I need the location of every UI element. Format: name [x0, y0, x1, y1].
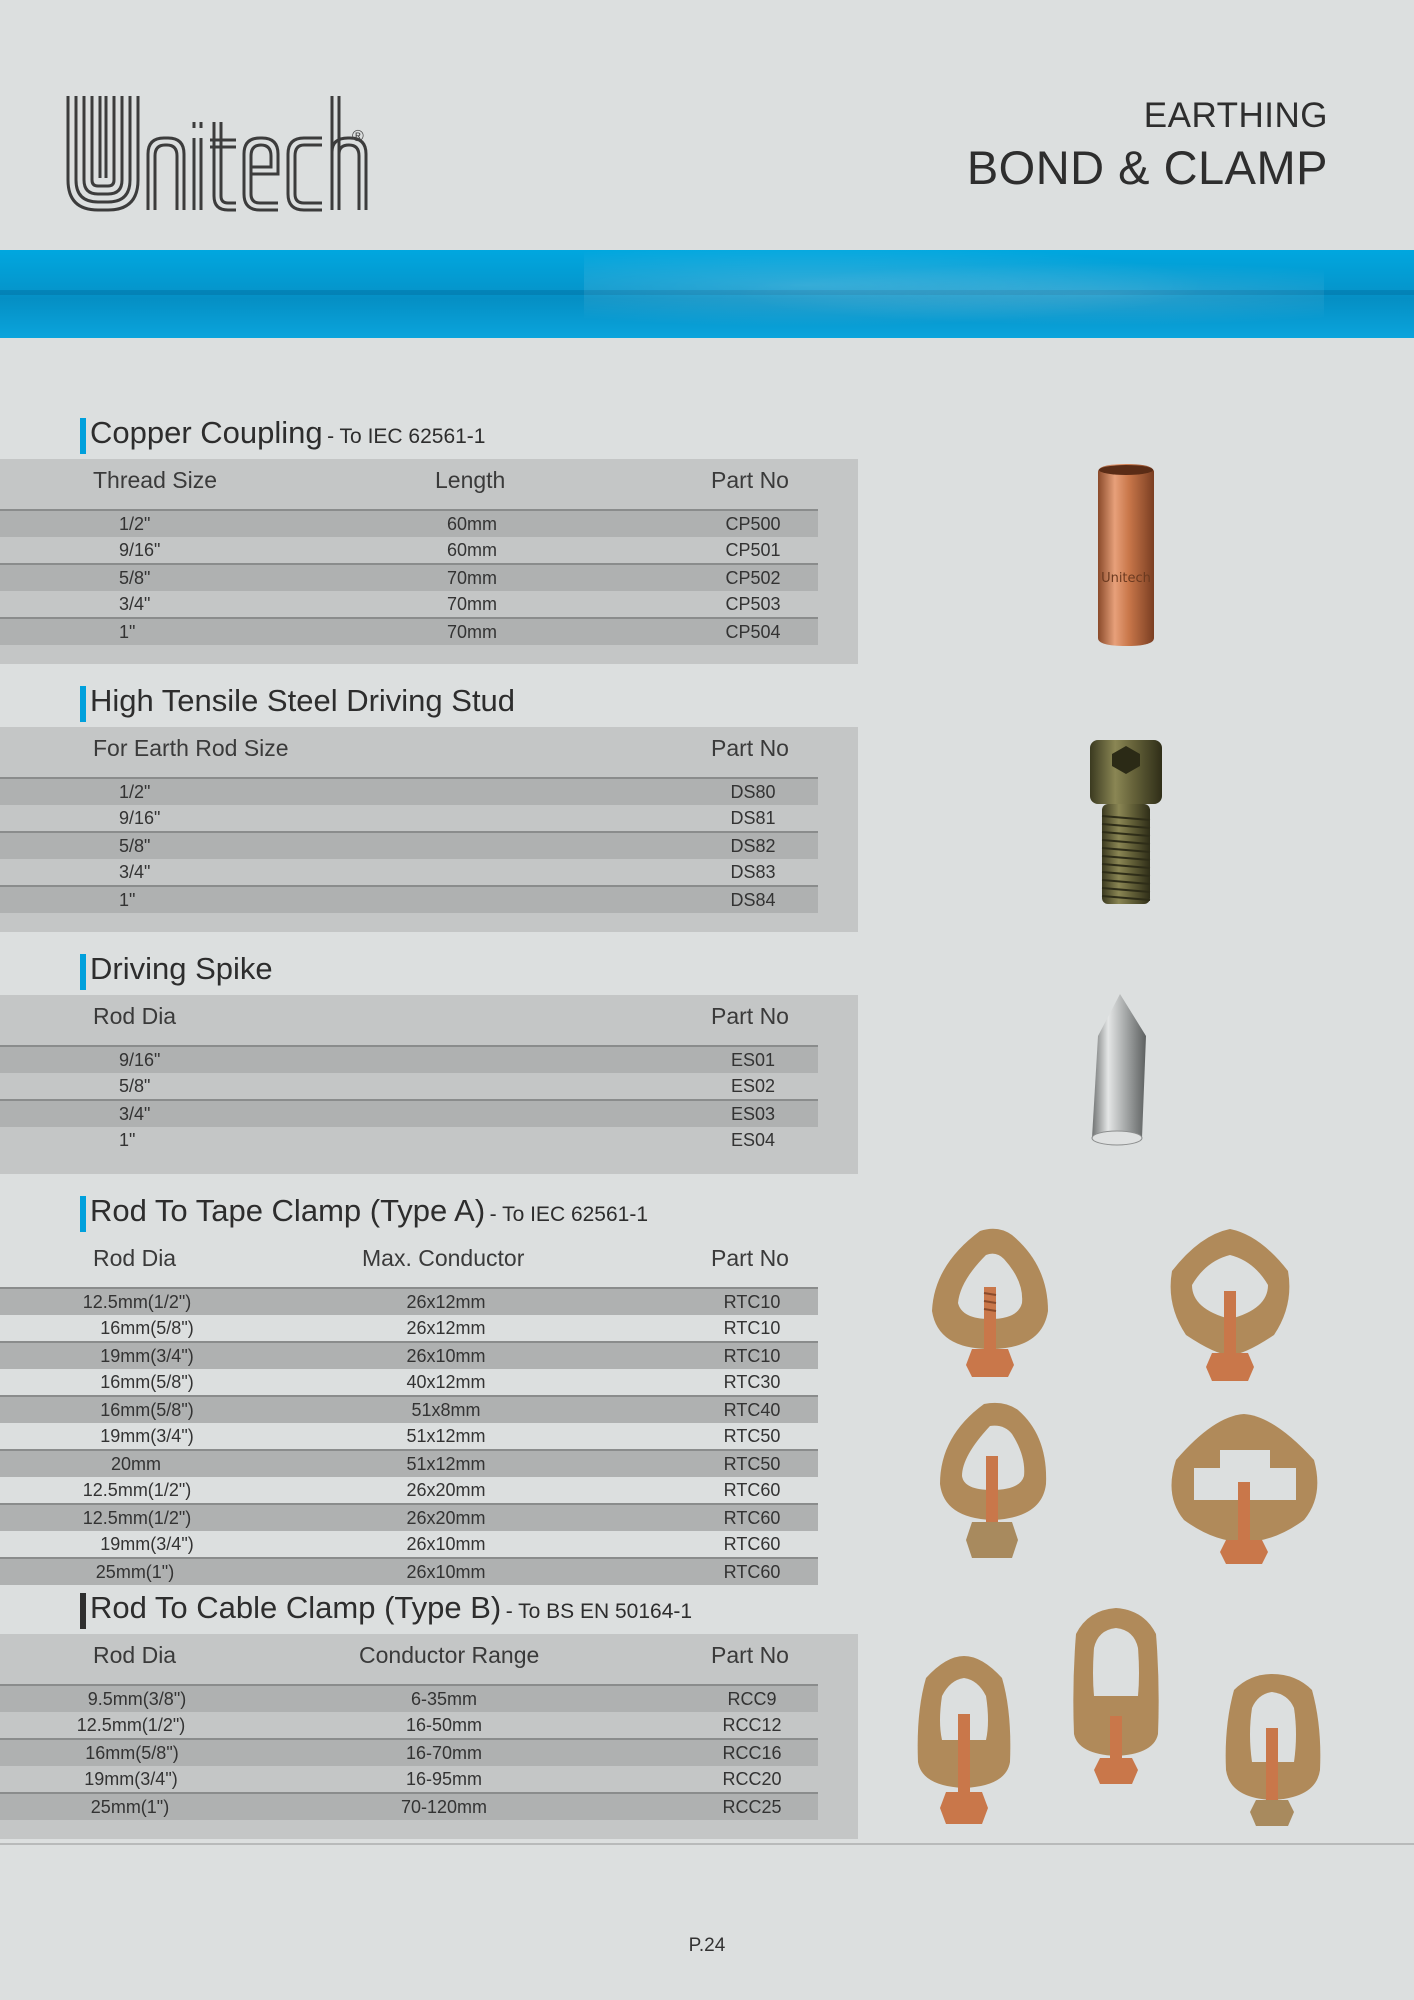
table-row — [0, 1341, 818, 1369]
table-row — [0, 777, 818, 805]
page-number: P.24 — [688, 1935, 726, 1956]
table-row — [0, 1477, 818, 1503]
table-row — [0, 1127, 818, 1153]
cell: 3/4" — [119, 594, 151, 614]
cell: DS81 — [730, 808, 776, 828]
table-row — [0, 831, 818, 859]
cell: 19mm(3/4") — [100, 1346, 194, 1366]
table-row — [0, 885, 818, 913]
cell: DS84 — [730, 890, 776, 910]
section-heading: Rod To Tape Clamp (Type A) — [90, 1193, 486, 1228]
column-header: Part No — [711, 735, 789, 761]
table-row — [0, 1395, 818, 1423]
cell: RCC12 — [722, 1715, 782, 1735]
cell: 40x12mm — [406, 1372, 486, 1392]
cell: 16mm(5/8") — [85, 1743, 179, 1763]
cell: 25mm(1") — [95, 1562, 175, 1582]
table-row — [0, 1369, 818, 1395]
cell: 19mm(3/4") — [100, 1534, 194, 1554]
cell: 26x20mm — [406, 1508, 486, 1528]
table-row — [0, 563, 818, 591]
table-row — [0, 1073, 818, 1099]
cell: RTC10 — [723, 1292, 781, 1312]
table-row — [0, 591, 818, 617]
driving-stud-image — [1086, 736, 1166, 912]
cell: 19mm(3/4") — [100, 1426, 194, 1446]
cell: RTC50 — [723, 1426, 781, 1446]
table-row — [0, 1792, 818, 1820]
section-title-driving-stud — [80, 683, 516, 722]
table-header — [0, 995, 858, 1047]
heading-title: BOND & CLAMP — [966, 141, 1328, 194]
table-header — [0, 1237, 858, 1289]
cell: RTC60 — [723, 1562, 781, 1582]
column-header: Thread Size — [93, 467, 218, 493]
rod-to-tape-clamp-table — [0, 1237, 858, 1582]
cell: 16-50mm — [405, 1715, 483, 1735]
cell: ES04 — [730, 1130, 776, 1150]
tape-clamp-image-4 — [1164, 1410, 1326, 1570]
cell: RCC9 — [727, 1689, 777, 1709]
column-header: Part No — [711, 467, 789, 493]
banner-texture — [584, 250, 1324, 338]
cell: 16-70mm — [405, 1743, 483, 1763]
section-standard: - To BS EN 50164-1 — [505, 1600, 693, 1623]
cell: 26x12mm — [406, 1292, 486, 1312]
table-row — [0, 1684, 818, 1712]
table-row — [0, 537, 818, 563]
cell: RCC25 — [722, 1797, 782, 1817]
unitech-logo — [64, 92, 374, 216]
cell: DS83 — [730, 862, 776, 882]
blue-banner — [0, 250, 1414, 338]
cell: RCC20 — [722, 1769, 782, 1789]
cell: 12.5mm(1/2") — [82, 1480, 192, 1500]
cell: 19mm(3/4") — [84, 1769, 178, 1789]
table-body — [0, 1684, 818, 1820]
section-standard: - To IEC 62561-1 — [327, 425, 486, 448]
heading-subtitle: EARTHING — [1143, 96, 1328, 135]
cell: 5/8" — [119, 1076, 151, 1096]
rod-to-cable-clamp-table — [0, 1634, 858, 1839]
table-body — [0, 509, 818, 645]
cell: RTC60 — [723, 1534, 781, 1554]
cell: CP500 — [725, 514, 781, 534]
column-header: Part No — [711, 1642, 789, 1668]
column-header: Conductor Range — [359, 1642, 540, 1668]
cell: RTC60 — [723, 1508, 781, 1528]
driving-spike-image — [1084, 990, 1164, 1148]
cell: 12.5mm(1/2") — [76, 1715, 186, 1735]
table-row — [0, 1712, 818, 1738]
cell: ES01 — [730, 1050, 776, 1070]
cell: RTC10 — [723, 1318, 781, 1338]
section-heading: Rod To Cable Clamp (Type B) — [90, 1590, 502, 1625]
column-header: Rod Dia — [93, 1245, 177, 1271]
table-row — [0, 1766, 818, 1792]
column-header: Part No — [711, 1245, 789, 1271]
table-row — [0, 1423, 818, 1449]
cell: 26x20mm — [406, 1480, 486, 1500]
table-row — [0, 1045, 818, 1073]
cell: 51x8mm — [411, 1400, 481, 1420]
cell: 70-120mm — [400, 1797, 488, 1817]
cell: DS80 — [730, 782, 776, 802]
copper-coupling-table — [0, 459, 858, 664]
table-header — [0, 1634, 858, 1686]
cell: RTC50 — [723, 1454, 781, 1474]
table-row — [0, 805, 818, 831]
table-body — [0, 777, 818, 913]
cable-clamp-image-1 — [912, 1652, 1016, 1832]
section-heading: Driving Spike — [90, 951, 273, 986]
registered-mark: ® — [352, 128, 364, 145]
cell: 16mm(5/8") — [100, 1400, 194, 1420]
cell: 16-95mm — [405, 1769, 483, 1789]
cell: 51x12mm — [406, 1454, 486, 1474]
cell: 1/2" — [119, 782, 151, 802]
cell: 26x12mm — [406, 1318, 486, 1338]
column-header: Length — [435, 467, 506, 493]
cell: 5/8" — [119, 836, 151, 856]
table-row — [0, 509, 818, 537]
table-header — [0, 459, 858, 511]
cell: CP501 — [725, 540, 781, 560]
cell: 1/2" — [119, 514, 151, 534]
cell: 70mm — [446, 568, 498, 588]
cell: 20mm — [110, 1454, 162, 1474]
footer-divider — [0, 1843, 1414, 1845]
cell: RTC40 — [723, 1400, 781, 1420]
cell: RTC60 — [723, 1480, 781, 1500]
table-header — [0, 727, 858, 779]
cell: 12.5mm(1/2") — [82, 1508, 192, 1528]
cell: 70mm — [446, 622, 498, 642]
cable-clamp-image-2 — [1068, 1604, 1164, 1790]
table-row — [0, 1099, 818, 1127]
cell: ES03 — [730, 1104, 776, 1124]
cell: 60mm — [446, 514, 498, 534]
table-row — [0, 1557, 818, 1585]
table-row — [0, 1738, 818, 1766]
section-title-rod-to-tape-clamp — [80, 1193, 649, 1232]
cell: 16mm(5/8") — [100, 1372, 194, 1392]
table-body — [0, 1045, 818, 1153]
cell: 3/4" — [119, 862, 151, 882]
table-row — [0, 1531, 818, 1557]
cable-clamp-image-3 — [1222, 1670, 1324, 1834]
table-row — [0, 859, 818, 885]
table-row — [0, 617, 818, 645]
tape-clamp-image-2 — [1164, 1225, 1296, 1385]
column-header: Part No — [711, 1003, 789, 1029]
cell: CP504 — [725, 622, 781, 642]
driving-spike-table — [0, 995, 858, 1174]
cell: 51x12mm — [406, 1426, 486, 1446]
cell: 1" — [119, 890, 136, 910]
cell: 9.5mm(3/8") — [87, 1689, 187, 1709]
table-row — [0, 1315, 818, 1341]
cell: 70mm — [446, 594, 498, 614]
cell: 12.5mm(1/2") — [82, 1292, 192, 1312]
section-heading: High Tensile Steel Driving Stud — [90, 683, 516, 718]
driving-stud-table — [0, 727, 858, 932]
cell: RTC10 — [723, 1346, 781, 1366]
cell: ES02 — [730, 1076, 776, 1096]
column-header: Rod Dia — [93, 1003, 177, 1029]
cell: DS82 — [730, 836, 776, 856]
page-heading — [967, 96, 1328, 195]
section-standard: - To IEC 62561-1 — [489, 1203, 649, 1226]
column-header: Max. Conductor — [362, 1245, 525, 1271]
table-row — [0, 1449, 818, 1477]
table-body — [0, 1287, 818, 1585]
cell: 1" — [119, 1130, 136, 1150]
cell: 9/16" — [119, 540, 161, 560]
tape-clamp-image-3 — [934, 1400, 1052, 1564]
cell: CP502 — [725, 568, 781, 588]
column-header: For Earth Rod Size — [93, 735, 289, 761]
cell: 26x10mm — [406, 1534, 486, 1554]
cell: 16mm(5/8") — [100, 1318, 194, 1338]
product-marking: Unitech — [1101, 571, 1151, 586]
cell: CP503 — [725, 594, 781, 614]
section-heading: Copper Coupling — [90, 415, 323, 450]
tape-clamp-image-1 — [924, 1225, 1056, 1381]
cell: 60mm — [446, 540, 498, 560]
cell: 6-35mm — [410, 1689, 478, 1709]
table-row — [0, 1503, 818, 1531]
section-title-rod-to-cable-clamp — [80, 1590, 693, 1629]
cell: 3/4" — [119, 1104, 151, 1124]
cell: 26x10mm — [406, 1562, 486, 1582]
column-header: Rod Dia — [93, 1642, 177, 1668]
cell: RTC30 — [723, 1372, 781, 1392]
section-title-driving-spike — [80, 951, 273, 990]
cell: 26x10mm — [406, 1346, 486, 1366]
section-title-copper-coupling — [80, 415, 486, 454]
cell: 9/16" — [119, 1050, 161, 1070]
cell: 1" — [119, 622, 136, 642]
cell: 9/16" — [119, 808, 161, 828]
cell: RCC16 — [722, 1743, 782, 1763]
copper-coupling-image — [1090, 462, 1162, 648]
cell: 5/8" — [119, 568, 151, 588]
cell: 25mm(1") — [90, 1797, 170, 1817]
table-row — [0, 1287, 818, 1315]
